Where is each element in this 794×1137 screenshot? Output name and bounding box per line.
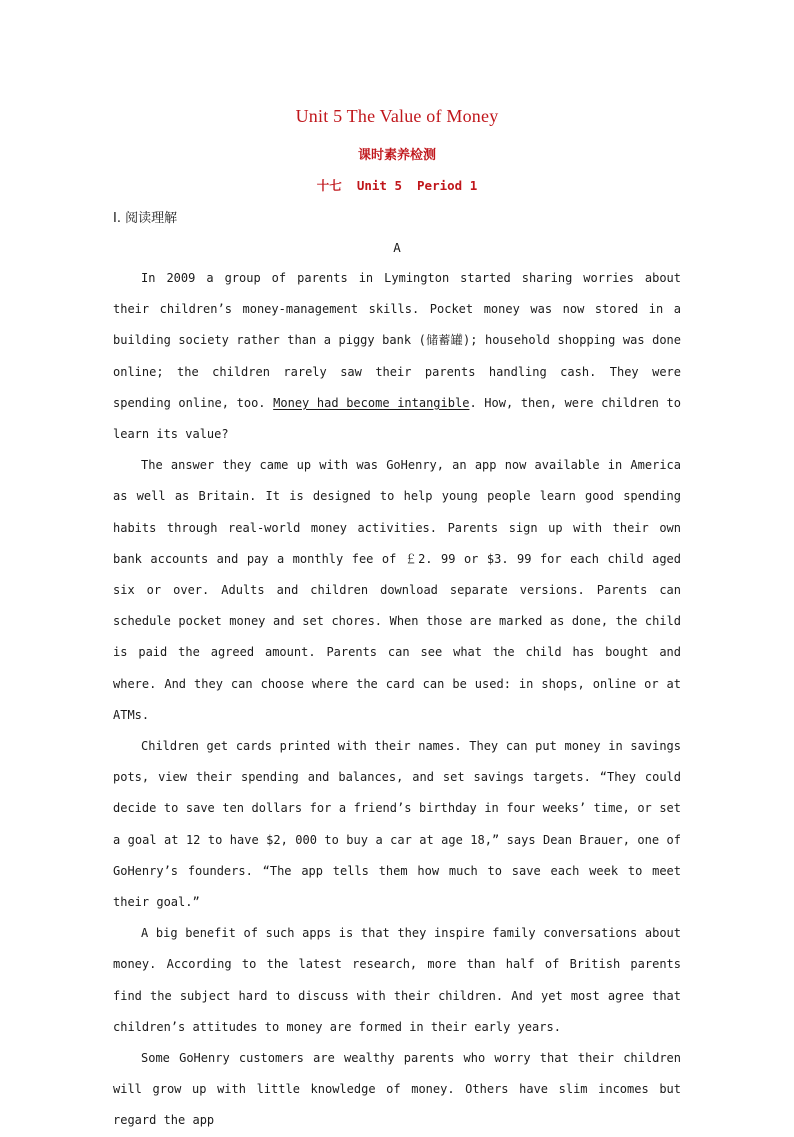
passage-body [113, 263, 681, 1137]
paragraph-1 [113, 263, 681, 450]
document-subtitle: 课时素养检测 [357, 148, 436, 163]
paragraph-2: The answer they came up with was GoHenry, an app now available in America as well as Britain. It is designed to help young people learn good spending habits through real-world money activities. Parents sign up with their own bank accounts and pay a monthly fee of ￡2. 99 or $3. 99 for each child aged six or over. Adults and children download separate versions. Parents can schedule pocket money and set chores. When those are marked as done, the child is paid the agreed amount. Parents can see what the child has bought and where. And they can choose where the card can be used: in shops, online or at ATMs. [113, 458, 681, 722]
paragraph-4: A big benefit of such apps is that they inspire family conversations about money. According to the latest research, more than half of British parents find the subject hard to discuss with their children. And yet most agree that children’s attitudes to money are formed in their early years. [113, 926, 681, 1034]
passage-label: A [393, 240, 401, 255]
lesson-period: 十七 Unit 5 Period 1 [316, 178, 478, 193]
underlined-phrase: Money had become intangible [273, 395, 470, 410]
document-title: Unit 5 The Value of Money [295, 106, 499, 126]
paragraph-5: Some GoHenry customers are wealthy parents who worry that their children will grow up with little knowledge of money. Others have slim incomes but regard the app [113, 1051, 681, 1128]
paragraph-1-text-end: . How, then, were children to learn its value? [113, 395, 681, 442]
section-heading-reading: Ⅰ. 阅读理解 [113, 211, 178, 226]
paragraph-3: Children get cards printed with their names. They can put money in savings pots, view their spending and balances, and set savings targets. “They could decide to save ten dollars for a friend’s birthday in four weeks’ time, or set a goal at 12 to have $2, 000 to buy a car at age 18,” says Dean Brauer, one of GoHenry’s founders. “The app tells them how much to save each week to meet their goal.” [113, 739, 681, 910]
paragraph-1-text: In 2009 a group of parents in Lymington started sharing worries about their children’s money-management skills. Pocket money was now stored in a building society rather than a piggy bank (储蓄罐); household shopping was done online; the children rarely saw their parents handling cash. They were spending online, too. [113, 271, 681, 410]
